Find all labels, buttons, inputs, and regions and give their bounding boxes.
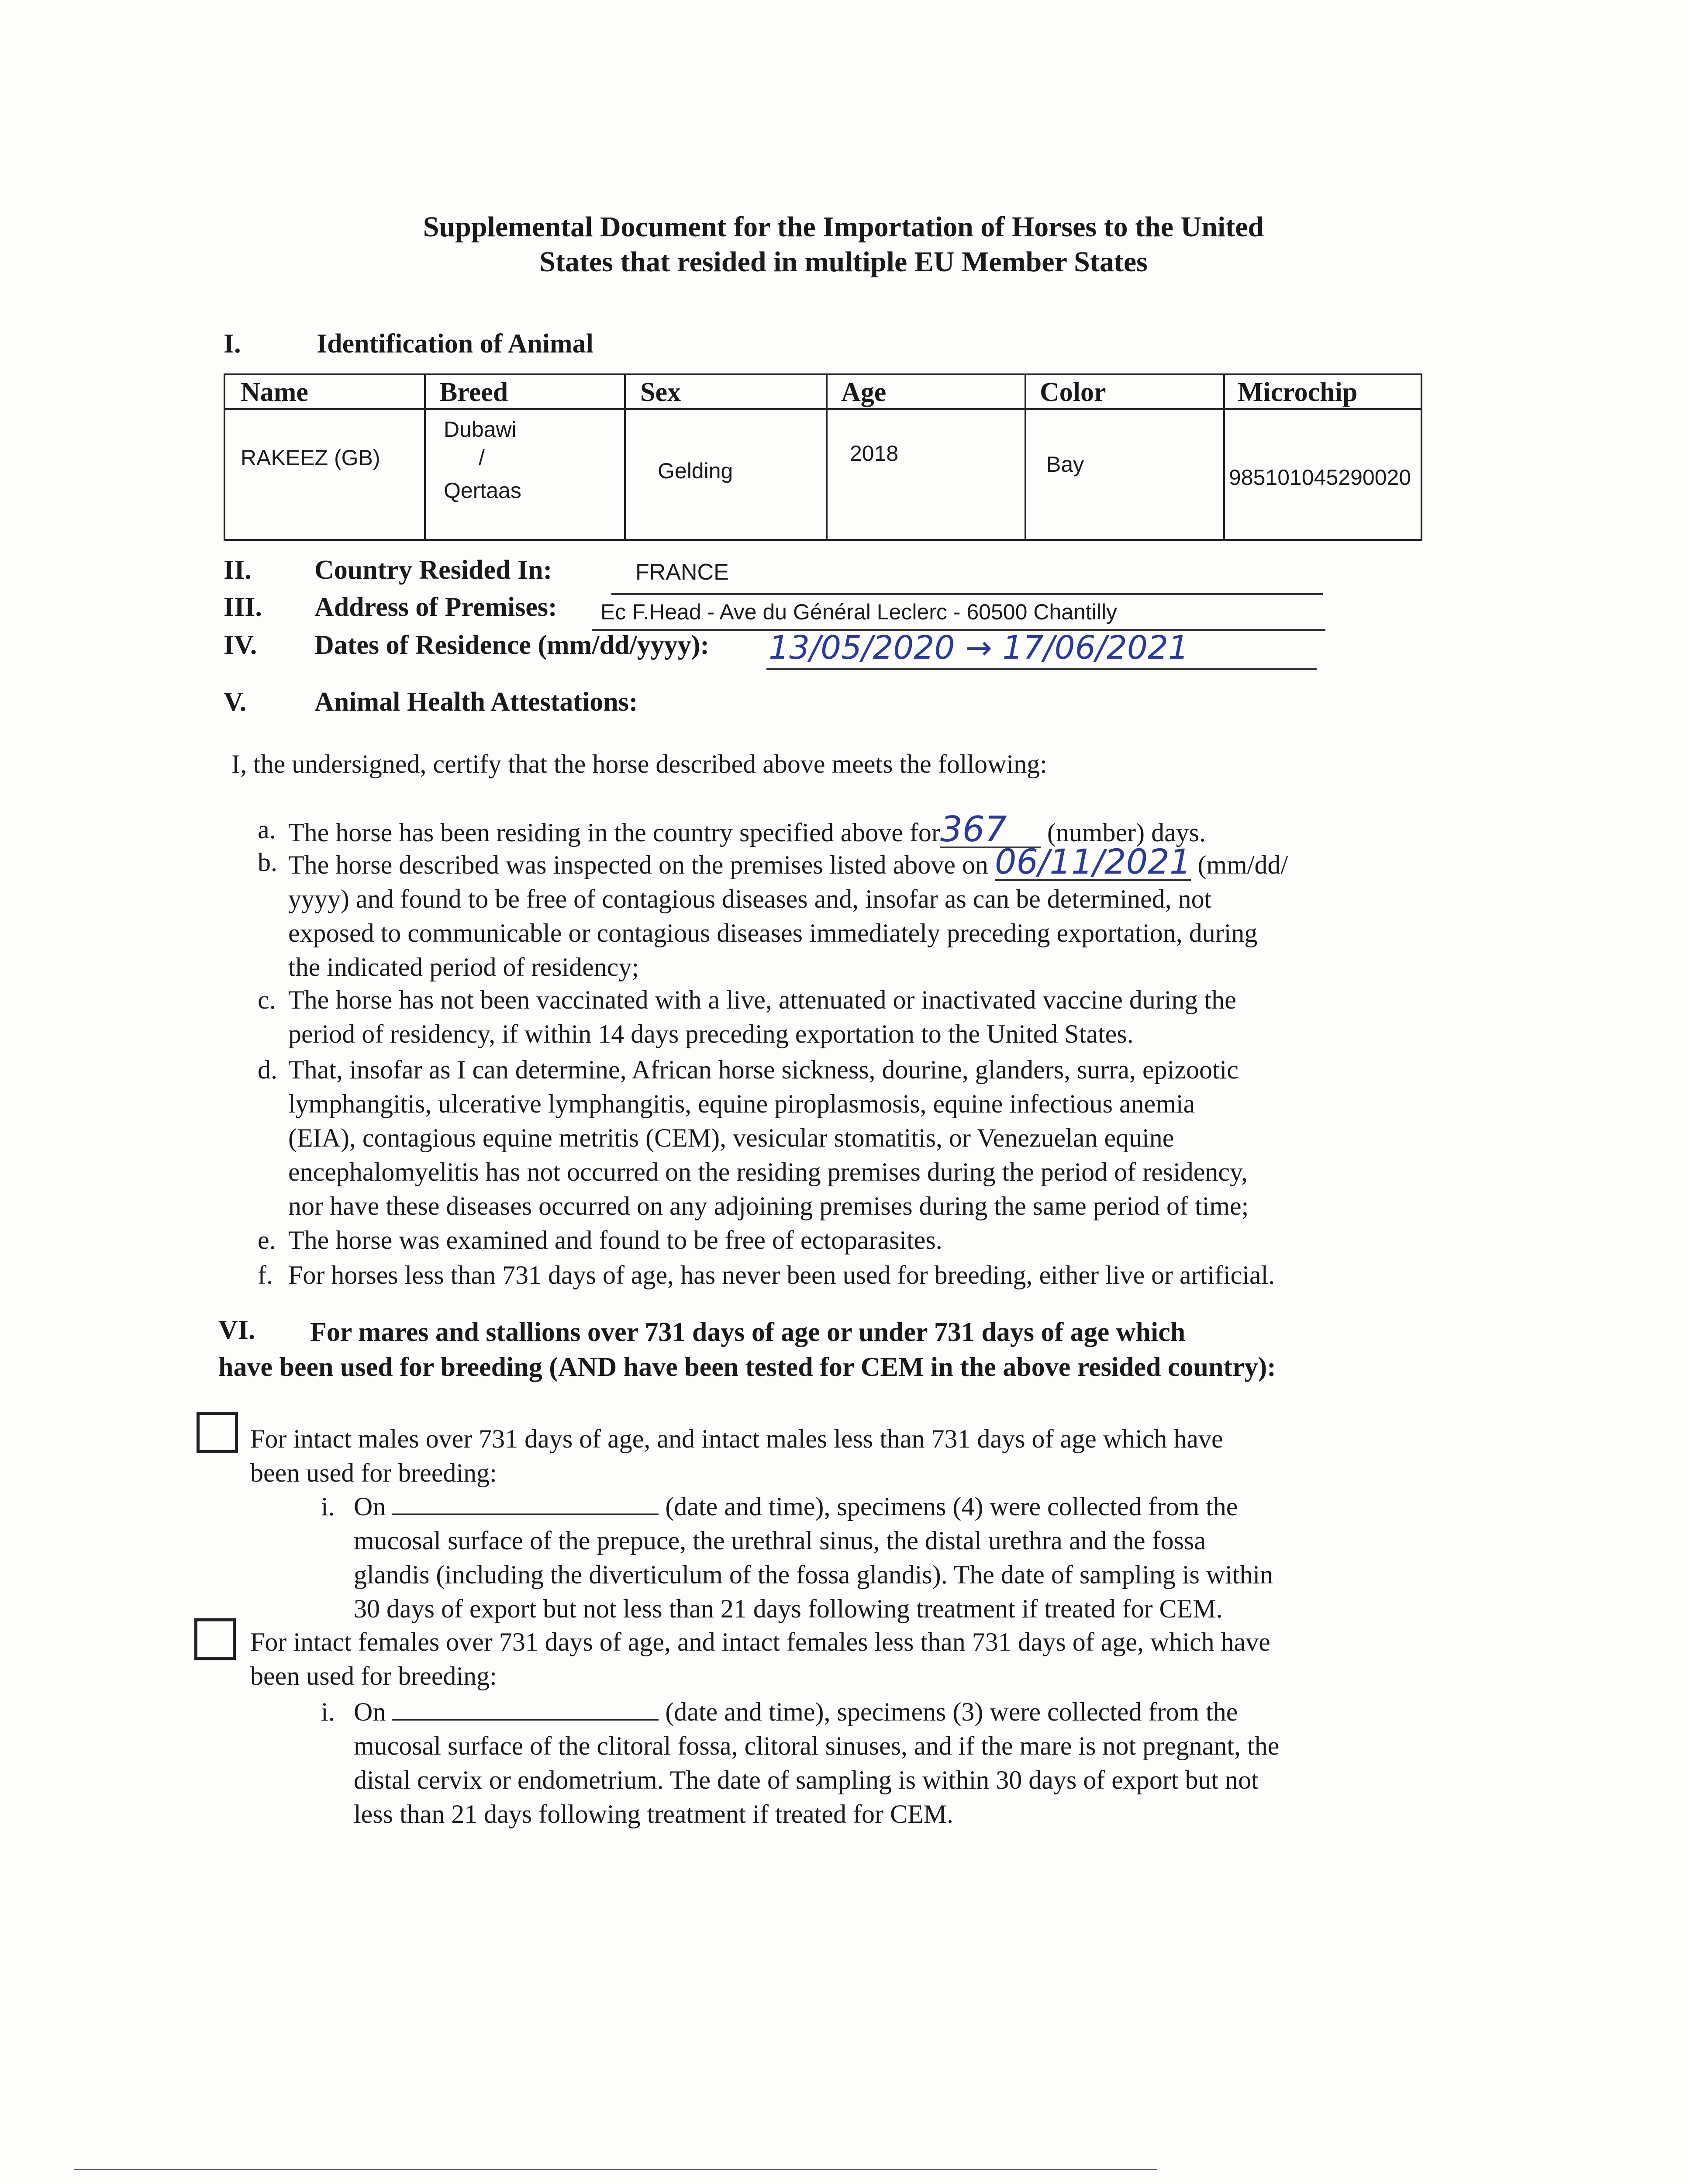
item-d-letter: d. [258,1055,277,1084]
intact-females-line-2: been used for breeding: [250,1662,497,1690]
header-name: Name [241,377,308,407]
males-sub-i-line-3: glandis (including the diverticulum of the fossa glandis). The date of sampling is within [354,1560,1273,1589]
identification-table [224,373,1422,541]
residence-dates-label: Dates of Residence (mm/dd/yyyy): [314,630,710,660]
section-3-number: III. [224,592,262,622]
item-f-letter: f. [258,1261,273,1289]
table-header-divider [225,408,1421,410]
females-sub-i-line-3: distal cervix or endometrium. The date of sampling is within 30 days of export but not [354,1766,1259,1794]
intact-females-line-1: For intact females over 731 days of age, and intact females less than 731 days of age, which have [250,1628,1270,1656]
cell-name: RAKEEZ (GB) [241,446,380,470]
header-sex: Sex [640,377,681,407]
item-d [288,1053,1249,1223]
document-title [0,210,1687,280]
section-4-number: IV. [224,630,257,660]
item-a-days-handwritten: 367 [940,812,1041,848]
intact-males-text [250,1422,1223,1490]
females-sub-i-letter: i. [321,1697,335,1726]
item-d-line-3: (EIA), contagious equine metritis (CEM), vesicular stomatitis, or Venezuelan equine [288,1123,1174,1152]
cell-microchip: 985101045290020 [1229,465,1411,490]
header-age: Age [841,377,887,407]
attestation-intro: I, the undersigned, certify that the horse described above meets the following: [231,750,1047,778]
residence-dates-underline [766,668,1317,670]
item-b-text-post: (mm/dd/ [1197,850,1288,879]
section-5-number: V. [224,687,247,717]
document-title-line-1: Supplemental Document for the Importation of Horses to the United [423,211,1264,243]
country-value: FRANCE [635,560,729,585]
section-6-title-line-2: have been used for breeding (AND have been tested for CEM in the above resided country): [218,1352,1276,1382]
address-label: Address of Premises: [314,592,557,622]
males-sub-i-text-1: (date and time), specimens (4) were collected from the [665,1492,1238,1521]
cell-breed-dam: Qertaas [444,478,521,503]
section-6-title [218,1315,1276,1385]
cell-color: Bay [1046,452,1084,477]
country-label: Country Resided In: [314,555,552,585]
intact-males-line-2: been used for breeding: [250,1458,497,1487]
section-1-number: I. [224,329,241,359]
cell-sex: Gelding [658,459,733,483]
document-title-line-2: States that resided in multiple EU Member States [539,246,1148,278]
table-column-divider [1223,375,1225,539]
item-a-text-pre: The horse has been residing in the country specified above for [288,818,940,847]
section-2-number: II. [224,555,252,585]
table-column-divider [826,375,828,539]
item-b-line-2: yyyy) and found to be free of contagious diseases and, insofar as can be determined, not [288,885,1212,913]
item-f-text: For horses less than 731 days of age, has never been used for breeding, either live or artificial. [288,1261,1275,1289]
females-sub-i-line-2: mucosal surface of the clitoral fossa, clitoral sinuses, and if the mare is not pregnant, the [354,1731,1280,1760]
intact-females-checkbox[interactable] [194,1618,236,1660]
header-breed: Breed [439,377,508,407]
item-b-line-1 [288,845,1288,882]
table-column-divider [624,375,626,539]
item-b-text-pre: The horse described was inspected on the premises listed above on [288,850,988,879]
item-c [288,983,1236,1051]
females-sub-i-line-4: less than 21 days following treatment if treated for CEM. [354,1800,953,1828]
males-sub-i [354,1489,1273,1626]
section-5-title: Animal Health Attestations: [314,687,638,717]
header-color: Color [1040,377,1106,407]
table-column-divider [1025,375,1026,539]
item-b-date-handwritten: 06/11/2021 [994,843,1191,882]
item-c-line-2: period of residency, if within 14 days preceding exportation to the United States. [288,1019,1134,1048]
country-underline [611,593,1323,595]
females-date-blank[interactable] [392,1719,659,1721]
item-d-line-5: nor have these diseases occurred on any adjoining premises during the same period of time; [288,1192,1249,1220]
females-sub-i-text-1: (date and time), specimens (3) were collected from the [665,1697,1238,1726]
item-a-text-post: (number) days. [1047,818,1206,847]
residence-dates-handwritten: 13/05/2020 → 17/06/2021 [769,629,1189,667]
item-b [288,845,1288,984]
males-date-blank[interactable] [392,1514,659,1515]
table-column-divider [424,375,426,539]
females-sub-i-line-1 [354,1695,1279,1729]
page-footer-rule [74,2169,1157,2170]
cell-breed-sire: Dubawi [444,417,517,442]
item-c-line-1: The horse has not been vaccinated with a live, attenuated or inactivated vaccine during the [288,985,1236,1014]
males-on-label: On [354,1492,386,1521]
intact-males-checkbox[interactable] [197,1412,238,1453]
section-6-number: VI. [218,1315,255,1345]
males-sub-i-line-1 [354,1489,1273,1524]
item-e-text: The horse was examined and found to be free of ectoparasites. [288,1226,942,1254]
section-1-title: Identification of Animal [317,329,593,359]
intact-males-line-1: For intact males over 731 days of age, and intact males less than 731 days of age which have [250,1424,1223,1453]
item-a-letter: a. [258,815,276,844]
females-on-label: On [354,1697,386,1726]
cell-breed-separator: / [479,446,485,470]
header-microchip: Microchip [1238,377,1358,407]
intact-females-text [250,1625,1270,1693]
item-b-line-3: exposed to communicable or contagious diseases immediately preceding exportation, during [288,919,1258,947]
address-value: Ec F.Head - Ave du Général Leclerc - 60500 Chantilly [600,600,1118,624]
item-e-letter: e. [258,1226,276,1254]
item-b-letter: b. [258,848,277,877]
item-d-line-4: encephalomyelitis has not occurred on the residing premises during the period of residency, [288,1158,1248,1186]
males-sub-i-letter: i. [321,1492,335,1521]
item-b-line-4: the indicated period of residency; [288,953,639,981]
males-sub-i-line-2: mucosal surface of the prepuce, the urethral sinus, the distal urethra and the fossa [354,1526,1206,1555]
item-d-line-2: lymphangitis, ulcerative lymphangitis, equine piroplasmosis, equine infectious anemia [288,1089,1195,1118]
females-sub-i [354,1695,1279,1831]
section-6-title-line-1: For mares and stallions over 731 days of age or under 731 days of age which [310,1317,1186,1347]
males-sub-i-line-4: 30 days of export but not less than 21 days following treatment if treated for CEM. [354,1594,1223,1623]
cell-age: 2018 [850,441,899,466]
item-d-line-1: That, insofar as I can determine, African horse sickness, dourine, glanders, surra, epizootic [288,1055,1239,1084]
item-c-letter: c. [258,985,276,1014]
